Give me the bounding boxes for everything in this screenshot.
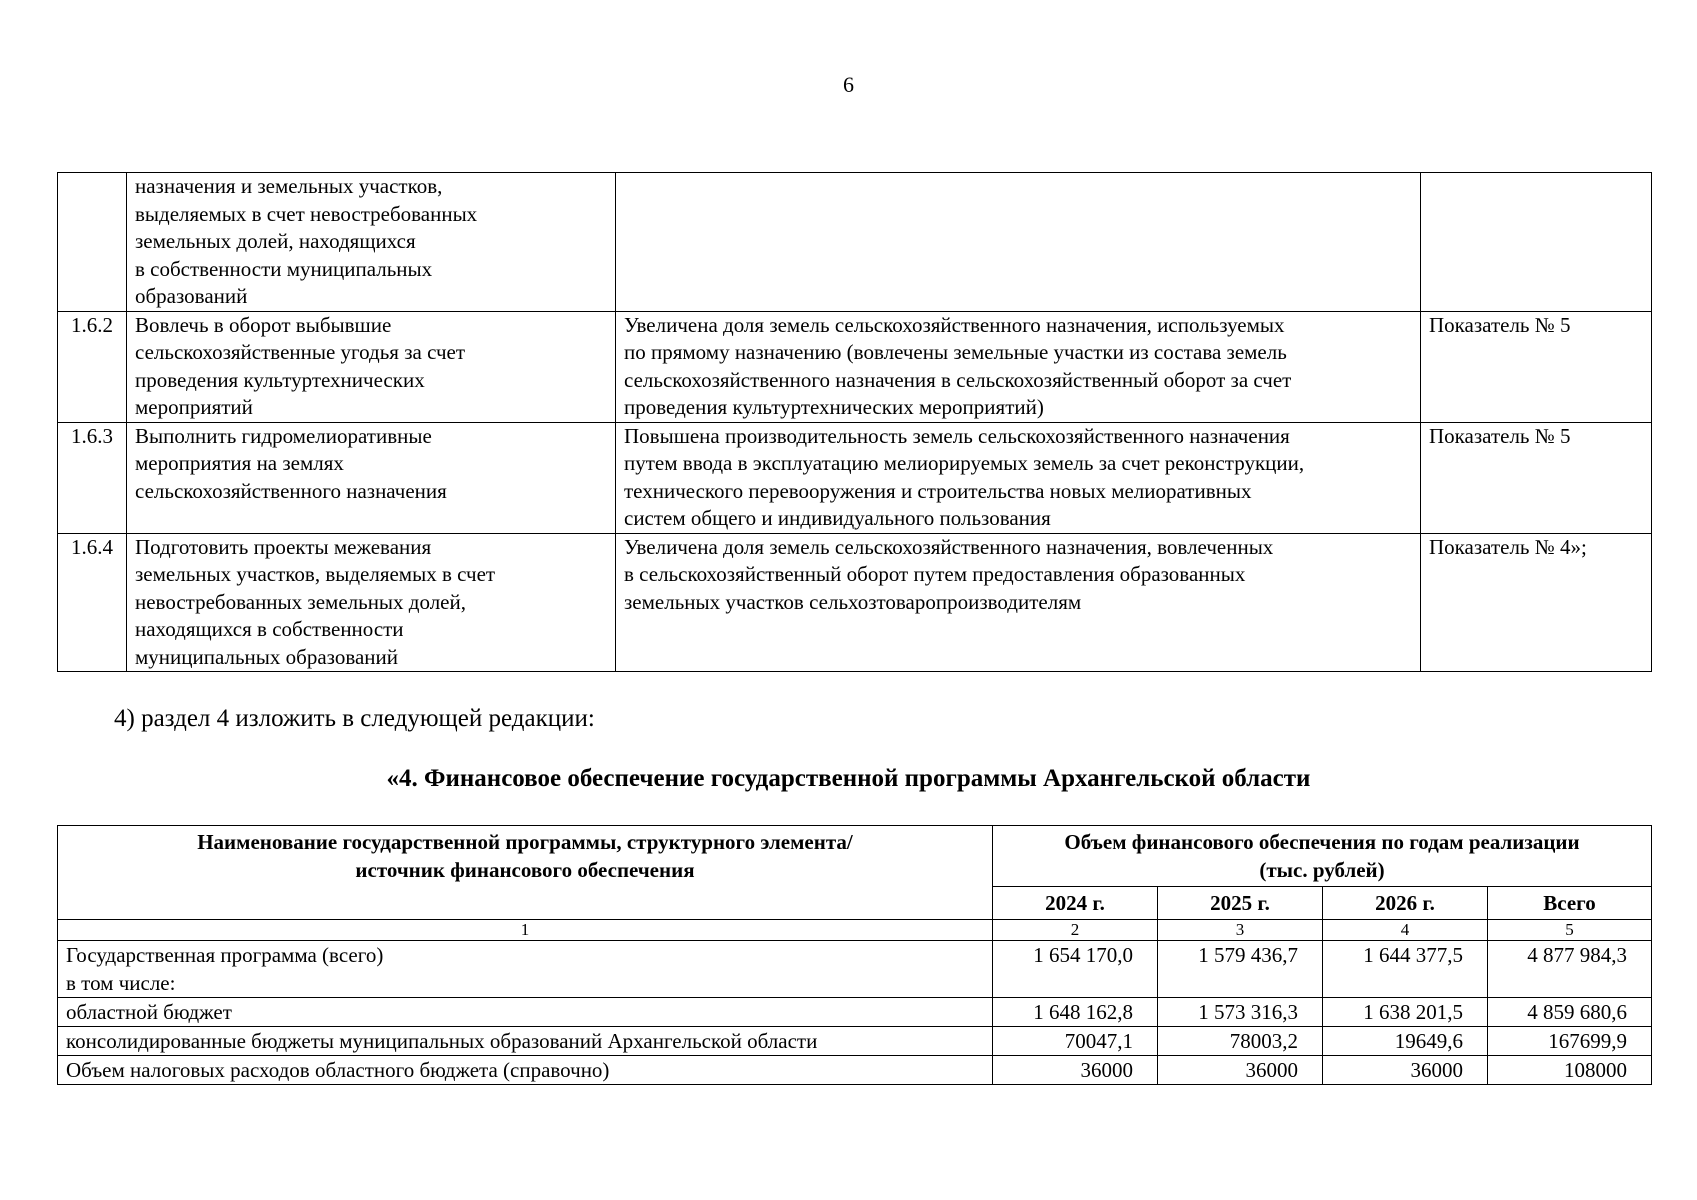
page-number: 6: [843, 72, 854, 97]
header-financing-volume: Объем финансового обеспечения по годам реализации (тыс. рублей): [993, 826, 1652, 887]
result-text: Повышена производительность земель сельскохозяйственного назначения путем ввода в эксплуатацию мелиорируемых земель за счет реконструкции, технического перевооружения и строительства новых мелиоративных систем общего и индивидуального пользования: [616, 422, 1421, 533]
total-cell: 108000: [1488, 1056, 1652, 1085]
table-row: [58, 998, 1652, 1027]
header-year: 2026 г.: [1323, 887, 1488, 920]
table-row: [58, 1027, 1652, 1056]
amount-cell: 19649,6: [1323, 1027, 1488, 1056]
amount-cell: 1 638 201,5: [1323, 998, 1488, 1027]
amount-cell: 36000: [993, 1056, 1158, 1085]
total-cell: 167699,9: [1488, 1027, 1652, 1056]
indicator-text: Показатель № 5: [1421, 422, 1652, 533]
table-row: [58, 533, 1652, 672]
task-number: 1.6.3: [58, 422, 127, 533]
source-name: областной бюджет: [58, 998, 993, 1027]
header-year: 2024 г.: [993, 887, 1158, 920]
result-text: Увеличена доля земель сельскохозяйственного назначения, вовлеченных в сельскохозяйственный оборот путем предоставления образованных земельных участков сельхозтоваропроизводителям: [616, 533, 1421, 672]
instruction-text: 4) раздел 4 изложить в следующей редакции:: [114, 705, 595, 732]
indicator-text: [1421, 173, 1652, 312]
column-number: 4: [1323, 920, 1488, 941]
task-text: Выполнить гидромелиоративные мероприятия на землях сельскохозяйственного назначения: [127, 422, 616, 533]
amount-cell: 78003,2: [1158, 1027, 1323, 1056]
table-row: [58, 173, 1652, 312]
header-program-name: Наименование государственной программы, структурного элемента/ источник финансового обеспечения: [58, 826, 993, 920]
amount-cell: 1 654 170,0: [993, 941, 1158, 998]
indicator-text: Показатель № 5: [1421, 311, 1652, 422]
tasks-table: [57, 172, 1652, 672]
task-number: [58, 173, 127, 312]
task-text: назначения и земельных участков, выделяемых в счет невостребованных земельных долей, находящихся в собственности муниципальных образований: [127, 173, 616, 312]
table-row: [58, 311, 1652, 422]
amount-cell: 70047,1: [993, 1027, 1158, 1056]
header-year: 2025 г.: [1158, 887, 1323, 920]
amount-cell: 1 644 377,5: [1323, 941, 1488, 998]
task-text: Подготовить проекты межевания земельных участков, выделяемых в счет невостребованных земельных долей, находящихся в собственности муниципальных образований: [127, 533, 616, 672]
amount-cell: 1 648 162,8: [993, 998, 1158, 1027]
total-cell: 4 877 984,3: [1488, 941, 1652, 998]
result-text: [616, 173, 1421, 312]
amount-cell: 36000: [1158, 1056, 1323, 1085]
financing-table: [57, 825, 1652, 1085]
task-text: Вовлечь в оборот выбывшие сельскохозяйственные угодья за счет проведения культуртехнических мероприятий: [127, 311, 616, 422]
amount-cell: 1 573 316,3: [1158, 998, 1323, 1027]
task-number: 1.6.2: [58, 311, 127, 422]
amount-cell: 1 579 436,7: [1158, 941, 1323, 998]
source-name: Государственная программа (всего) в том числе:: [58, 941, 993, 998]
section-title: «4. Финансовое обеспечение государственной программы Архангельской области: [386, 765, 1311, 792]
result-text: Увеличена доля земель сельскохозяйственного назначения, используемых по прямому назначению (вовлечены земельные участки из состава земель сельскохозяйственного назначения в сельскохозяйственный оборот за счет проведения культуртехнических мероприятий): [616, 311, 1421, 422]
header-total: Всего: [1488, 887, 1652, 920]
task-number: 1.6.4: [58, 533, 127, 672]
source-name: Объем налоговых расходов областного бюджета (справочно): [58, 1056, 993, 1085]
table-row: [58, 422, 1652, 533]
header-row: [58, 826, 1652, 887]
column-number: 3: [1158, 920, 1323, 941]
total-cell: 4 859 680,6: [1488, 998, 1652, 1027]
column-number: 1: [58, 920, 993, 941]
column-numbers-row: [58, 920, 1652, 941]
table-row: [58, 1056, 1652, 1085]
column-number: 5: [1488, 920, 1652, 941]
source-name: консолидированные бюджеты муниципальных образований Архангельской области: [58, 1027, 993, 1056]
amount-cell: 36000: [1323, 1056, 1488, 1085]
indicator-text: Показатель № 4»;: [1421, 533, 1652, 672]
column-number: 2: [993, 920, 1158, 941]
table-row: [58, 941, 1652, 998]
